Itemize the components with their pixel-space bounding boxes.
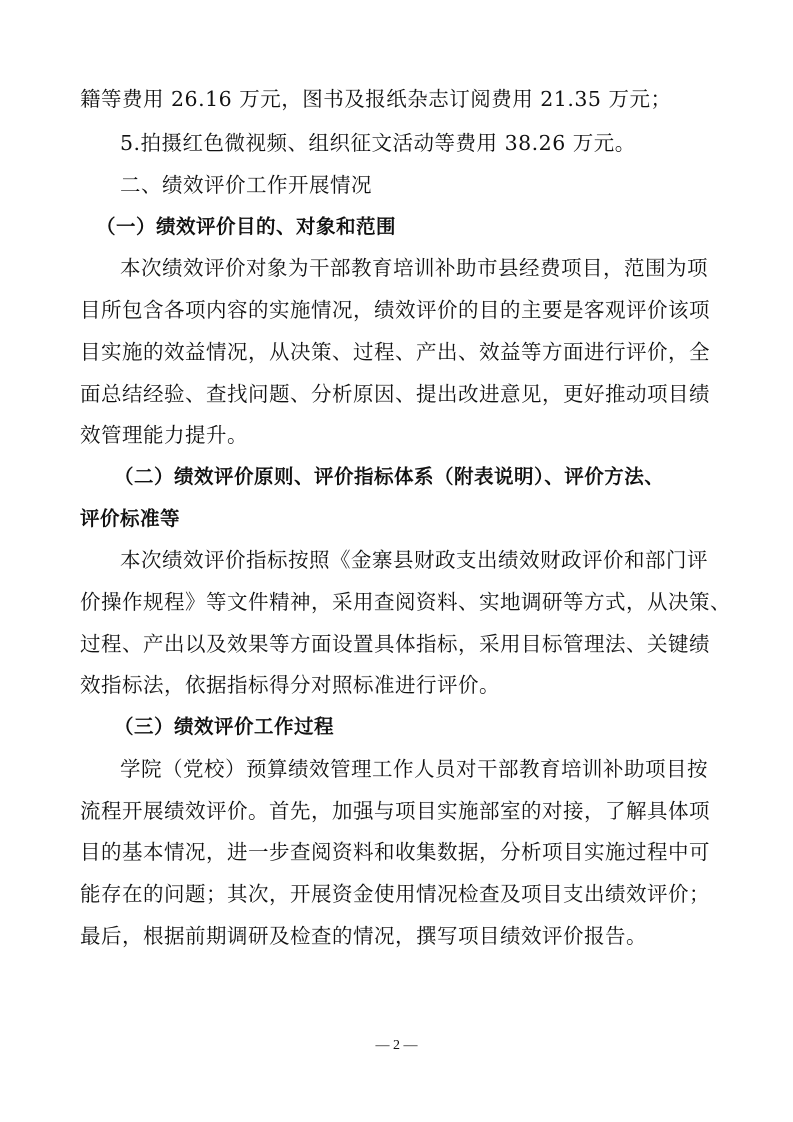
paragraph-line: 籍等费用 26.16 万元，图书及报纸杂志订阅费用 21.35 万元； — [80, 87, 672, 111]
subsection-heading: （一）绩效评价目的、对象和范围 — [96, 215, 397, 238]
paragraph-line: 5.拍摄红色微视频、组织征文活动等费用 38.26 万元。 — [120, 131, 636, 155]
paragraph-line: 面总结经验、查找问题、分析原因、提出改进意见，更好推动项目绩 — [80, 382, 710, 406]
paragraph-line: 效指标法，依据指标得分对照标准进行评价。 — [80, 673, 500, 697]
paragraph-line: 学院（党校）预算绩效管理工作人员对干部教育培训补助项目按 — [120, 757, 708, 781]
subsection-heading-cont: 评价标准等 — [80, 507, 181, 530]
paragraph-line: 效管理能力提升。 — [80, 423, 248, 447]
paragraph-line: 目所包含各项内容的实施情况，绩效评价的目的主要是客观评价该项 — [80, 298, 710, 322]
paragraph-line: 本次绩效评价指标按照《金寨县财政支出绩效财政评价和部门评 — [120, 548, 708, 572]
section-heading: 二、绩效评价工作开展情况 — [120, 173, 372, 197]
paragraph-line: 能存在的问题；其次，开展资金使用情况检查及项目支出绩效评价； — [80, 882, 710, 906]
subsection-heading: （二）绩效评价原则、评价指标体系（附表说明）、评价方法、 — [114, 465, 665, 488]
paragraph-line: 目的基本情况，进一步查阅资料和收集数据，分析项目实施过程中可 — [80, 840, 710, 864]
paragraph-line: 最后，根据前期调研及检查的情况，撰写项目绩效评价报告。 — [80, 924, 647, 948]
paragraph-line: 流程开展绩效评价。首先，加强与项目实施部室的对接，了解具体项 — [80, 799, 710, 823]
paragraph-line: 价操作规程》等文件精神，采用查阅资料、实地调研等方式，从决策、 — [80, 590, 731, 614]
paragraph-line: 目实施的效益情况，从决策、过程、产出、效益等方面进行评价，全 — [80, 340, 710, 364]
paragraph-line: 过程、产出以及效果等方面设置具体指标，采用目标管理法、关键绩 — [80, 632, 710, 656]
page-number: — 2 — — [375, 1038, 418, 1053]
subsection-heading: （三）绩效评价工作过程 — [114, 715, 335, 738]
paragraph-line: 本次绩效评价对象为干部教育培训补助市县经费项目，范围为项 — [120, 256, 708, 280]
